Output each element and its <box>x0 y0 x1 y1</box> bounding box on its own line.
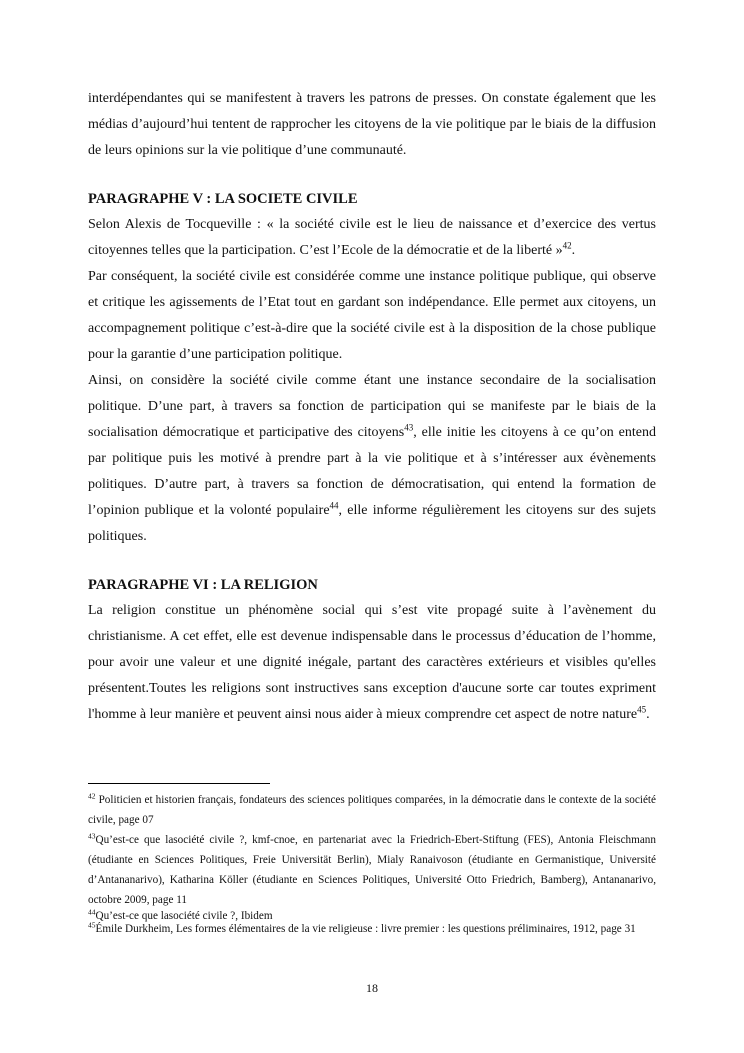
footnote-44: $^{44}$Qu’est-ce que lasociété civile ?, Ibidem <box>88 907 273 922</box>
footnote-45: $^{45}$Émile Durkheim, Les formes élémentaires de la vie religieuse : livre premier : les questions préliminaires, 1912, page 31 <box>88 920 636 935</box>
page-number: 18 <box>366 981 378 995</box>
section-heading-religion: PARAGRAPHE VI : LA RELIGION <box>88 577 318 593</box>
intro-paragraph: interdépendantes qui se manifestent à travers les patrons de presses. On constate également que les médias d’aujourd’hui tentent de rapprocher les citoyens de la vie politique par le biais de la diffusion de leurs opinions sur la vie politique d’une communauté. <box>88 91 656 158</box>
footnote-ref-43[interactable]: 43 <box>404 422 414 433</box>
paragraph-instance-publique: Par conséquent, la société civile est considérée comme une instance politique publique, qui observe et critique les agissements de l’Etat tout en gardant son indépendance. Elle permet aux citoyens, un accompagnement politique c’est-à-dire que la société civile est à la disposition de la chose publique pour la garantie d’une participation politique. <box>88 269 656 362</box>
footnote-ref-45[interactable]: 45 <box>637 704 647 715</box>
page-body <box>88 86 656 728</box>
paragraph-religion: La religion constitue un phénomène social qui s’est vite propagé suite à l’avènement du christianisme. A cet effet, elle est devenue indispensable dans le processus d’éducation de l’homme, pour avoir une valeur et une dignité inégale, partant des caractères extérieurs et visibles qu'elles présentent.Toutes les religions sont instructives sans exception d'aucune sorte car toutes expriment l'homme à leur manière et peuvent ainsi nous aider à mieux comprendre cet aspect de notre nature$^{45}$. <box>88 603 656 722</box>
footnote-ref-44[interactable]: 44 <box>329 500 339 511</box>
footnote-ref-42[interactable]: 42 <box>562 240 572 251</box>
section-heading-societe-civile: PARAGRAPHE V : LA SOCIETE CIVILE <box>88 191 358 207</box>
footnote-42: $^{42}$ Politicien et historien français, fondateurs des sciences politiques comparées, in la démocratie dans le contexte de la société civile, page 07 <box>88 791 656 826</box>
paragraph-socialisation: Ainsi, on considère la société civile comme étant une instance secondaire de la socialisation politique. D’une part, à travers sa fonction de participation qui se manifeste par le biais de la socialisation démocratique et participative des citoyens$^{43}$, elle initie les citoyens à ce qu’on entend par politique puis les motivé à prendre part à la vie politique et à s’intéresser aux évènements politiques. D’autre part, à travers sa fonction de démocratisation, qui entend la formation de l’opinion publique et la volonté populaire$^{44}$, elle informe régulièrement les citoyens sur des sujets politiques. <box>88 373 657 544</box>
paragraph-tocqueville-quote: Selon Alexis de Tocqueville : « la société civile est le lieu de naissance et d’exercice des vertus citoyennes telles que la participation. C’est l’Ecole de la démocratie et de la liberté »$^{42}$. <box>88 217 656 258</box>
footnote-43: $^{43}$Qu’est-ce que lasociété civile ?, kmf-cnoe, en partenariat avec la Friedrich-Ebert-Stiftung (FES), Antonia Fleischmann (étudiante en Sciences Politiques, Freie Universität Berlin), Mialy Ranaivoson (étudiante en Germanistique, Université d’Antananarivo), Katharina Köller (étudiante en Sciences Politiques, Université Otto Friedrich, Bamberg), Antananarivo, octobre 2009, page 11 <box>88 831 656 906</box>
footnote-separator <box>88 783 270 784</box>
footnotes <box>88 783 656 936</box>
